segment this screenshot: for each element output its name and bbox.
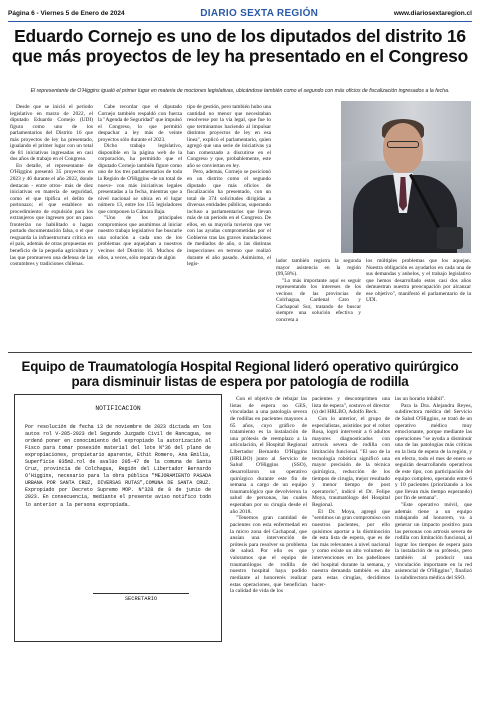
- paragraph: Para la Dra. Alejandra Reyes, subdirectora médica del Servicio de Salud O'Higgins, se trató de un operativo médico muy emocionante, porque mediante las operaciones "se ayuda a disminuir una de las patologías más críticas en la lista de espera de la región, y en efecto, todo el mes de enero se seguirán desarrollando operativos de este tipo, con participación del equipo completo, operando entre 6 y 10 pacientes (priorizando a los que llevan más tiempo esperando) por fin de semana".: [395, 402, 472, 502]
- article2-column-3: [395, 396, 472, 582]
- notice-signature: SECRETARIO: [124, 596, 158, 602]
- paragraph: Desde que se inició el periodo legislativo en marzo de 2022, el diputado Eduardo Cornejo (UDI) figura como uno de los parlamentarios del Distrito 16 que más proyectos de ley ha presentado, igualando el primer lugar con un total de 81 iniciativas ingresadas en casi dos años de trabajo en el Congreso.: [10, 104, 93, 163]
- article1-lede: El representante de O'Higgins igualó el primer lugar en materia de mociones legislativas, ubicándose también como el segundo con más oficios de fiscalización ingresados a la fecha.: [30, 88, 450, 94]
- paragraph: las un horario inhábil".: [395, 396, 446, 402]
- paragraph: los múltiples problemas que los aquejan. Nuestra obligación es ayudarlos en cada una de sus demandas y anhelos, y el trabajo legislativo que hemos desarrollado estos casi dos años demuestran nuestra preocupación por alcanzar ese objetivo", manifestó el parlamentario de la UDI.: [366, 258, 471, 304]
- header-rule: [8, 21, 472, 22]
- notice-body: Por resolución de fecha 13 de noviembre de 2023 dictada en los autos rol V-205-2023 del Segundo Juzgado Civil de Rancagua, se ordenó poner en conocimiento del expropiado la autorización al Fisco para tomar posesión material del lote N°36 del plano de expropiaciones, propietario aparente, Ethit Romero, Ana Emilia, Superficie 835m2.rol de avalúo 205-47 de la comuna de Santa Cruz, provincia de Colchagua, Región del Libertador Bernardo O'Higgins, necesario para la obra pública "MEJORAMIENTO PASADA URBANA POR SANTA CRUZ, DIVERSAS RUTAS",COMUNA DE SANTA CRUZ. Expropiado por Decreto Supremo MOP. N°328 de 8 de junio de 2023. En consecuencia, mediante el presente aviso notifico todo lo anterior a la persona expropiada.: [25, 424, 211, 508]
- article1-column-3: [187, 104, 271, 268]
- article1-column-5: [366, 258, 471, 304]
- paragraph: pacientes y descomprimen una lista de espera", sostuvo el director (s) del HRLBO, Adolfo Beck.: [312, 396, 390, 416]
- paragraph: "Uno de los principales compromisos que asumimos al iniciar nuestro trabajo legislativo fue buscarle una solución a cada uno de los problemas que aquejaban a nuestros vecinos del Distrito 16. Muchos de ellos, a veces, sólo reparan de algún: [98, 215, 182, 261]
- paragraph: Con lo anterior, el grupo de especialistas, asistidos por el robot Rosa, logró intervenir a 6 adultos mayores diagnosticados con artrosis severa de rodilla con limitación funcional. "El uso de la tecnología robótica significó una mayor precisión de la técnica quirúrgica, reducción de los tiempos de cirugía, mejor resultado y menor tiempo de post operatorio", indicó el Dr. Felipe Moya, traumatólogo del Hospital Regional.: [312, 415, 390, 508]
- signature-line: [93, 593, 189, 594]
- article1-headline: Eduardo Cornejo es uno de los diputados del distrito 16 que más proyectos de ley ha presentado en el Congreso: [11, 26, 469, 66]
- legal-notice-box: [14, 394, 222, 642]
- article2-column-1: [230, 396, 307, 595]
- article2-column-2: [312, 396, 390, 588]
- paragraph: "Tenemos gran cantidad de pacientes con esta enfermedad en la micro zona del Cachapoal, que ansían una intervención de prótesis para resolver su problema de salud. Por ello es que valoramos que el equipo de traumatólogos de rodilla de nuestro hospital haya podido mediante al honorerés realizar estas operaciones, que benefician la calidad de vida de los: [230, 515, 307, 595]
- paragraph: "Este operativo móvil, que además tiene a un equipo trabajando ad honorem, va a generar un impacto positivo para las personas con artrosis severa de rodilla con limitación funcional, al lograr los tiempos de espera para la instalación de su prótesis, pero también al producir una vinculación importante en la red asistencial de O'Higgins", finalizó la subdirectora médica del SSO.: [395, 502, 472, 581]
- paragraph: tipo de gestión, pero también hubo una cantidad no menor que necesitaban resolverse por la vía legal, que fue lo que terminamos haciendo al impulsar distintos proyectos de ley en esa línea", explicó el parlamentario, quien agregó que una serie de iniciativas ya han comenzado a discutirse en el Congreso y que, probablemente, este año se conviertan en ley.: [187, 104, 271, 169]
- paragraph: Cabe recordar que el diputado Cornejo también respaldó con fuerza la "Agenda de Seguridad" que impulsó el Congreso, lo que permitió despachar a ley más de veinte proyectos sólo durante el 2023.: [98, 104, 182, 143]
- paragraph: "Lo más importante aquí es seguir representando los intereses de los vecinos de las provincias de Colchagua, Cardenal Caro y Cachapoal Sur, tratando de buscar siempre una solución efectiva y concreta a: [276, 277, 361, 323]
- paragraph: lador también registra la segunda mayor asistencia en la región (99,58%).: [276, 258, 361, 278]
- paragraph: Pero, además, Cornejo se posicionó en un distrito como el segundo diputado que más oficios de fiscalización ha presentado, con un total de 374 solicitudes dirigidas a diversas entidades públicas, superando incluso a parlamentarios que llevan más de un periodo en el Congreso. De ellos, en su mayoría tuvieron que ver con las ayudas comprometidas por el Gobierno tras las graves inundaciones de mediados de año, o las distintas inspecciones en terreno que realizó durante el año pasado. Asimismo, el legis-: [187, 169, 271, 268]
- deputy-photo: [341, 101, 471, 253]
- paragraph: En detalle, el representante de O'Higgins presentó 35 proyectos en 2023 y 46 durante el año 2022, donde destacan - entre otros- más de diez iniciativas en materia de seguridad, como el que tipifica el delito de portonazo; el que establece un procedimiento de expulsión para los extranjeros que ingresen por un paso fronterizo no habilitado o hagan portado documentación falsa, o el que resguarda la infraestructura crítica en el país, además de otras propuestas en beneficio de la pequeña agricultura y las que promueven una defensa de las costumbres y tradiciones chilenas.: [10, 162, 93, 268]
- article1-column-4: [276, 258, 361, 323]
- paragraph: El Dr. Moya, agregó que "sentimos un gran compromiso con nuestros pacientes, por ello quisimos aportar a la disminución de esta lista de espera, que es de las más relevantes a nivel nacional y como existe un alto volumen de intervenciones en los pabellones del hospital durante la semana, y nuestra demanda también es alta para estas cirugías, decidimos hacer-: [312, 508, 391, 588]
- paragraph: Dicho trabajo legislativo, disponible en la página web de la corporación, ha permitido que el diputado Cornejo también figure como uno de los tres parlamentarios de toda la Región de O'Higgins -de un total de nueve- con más iniciativas legales presentadas a la fecha, mientras que a nivel nacional se ubica en el lugar número 13, entre los 155 legisladores que componen la Cámara Baja.: [98, 143, 182, 215]
- article1-column-2: [98, 104, 182, 261]
- article-separator: [8, 352, 472, 353]
- article1-column-1: [10, 104, 93, 268]
- article2-headline: Equipo de Traumatología Hospital Regional lideró operativo quirúrgico para disminuir listas de espera por patología de rodilla: [21, 359, 459, 389]
- paragraph: Con el objetivo de rebajar las listas de espera no GES, vinculadas a una patología severa de rodillas en pacientes mayores a 65 años, cuyo gráfico de tratamiento es la instalación de una prótesis de reemplazo a la articulación, el Hospital Regional Libertador Bernardo O'Higgins (HRLBO) junto al Servicio de Salud O'Higgins (SSO), desarrollaron un operativo quirúrgico durante este fin de semana a cargo de un equipo traumatológico que devolvieron la salud de personas, las cuales esperaban por su cirugía desde el año 2018.: [230, 396, 307, 515]
- page-info: Página 6 - Viernes 5 de Enero de 2024: [8, 9, 125, 17]
- website-link[interactable]: www.diariosextaregion.cl: [393, 9, 472, 17]
- newspaper-brand: DIARIO SEXTA REGIÓN: [200, 7, 319, 19]
- notice-title: NOTIFICACION: [95, 405, 141, 412]
- page-header: [8, 6, 472, 20]
